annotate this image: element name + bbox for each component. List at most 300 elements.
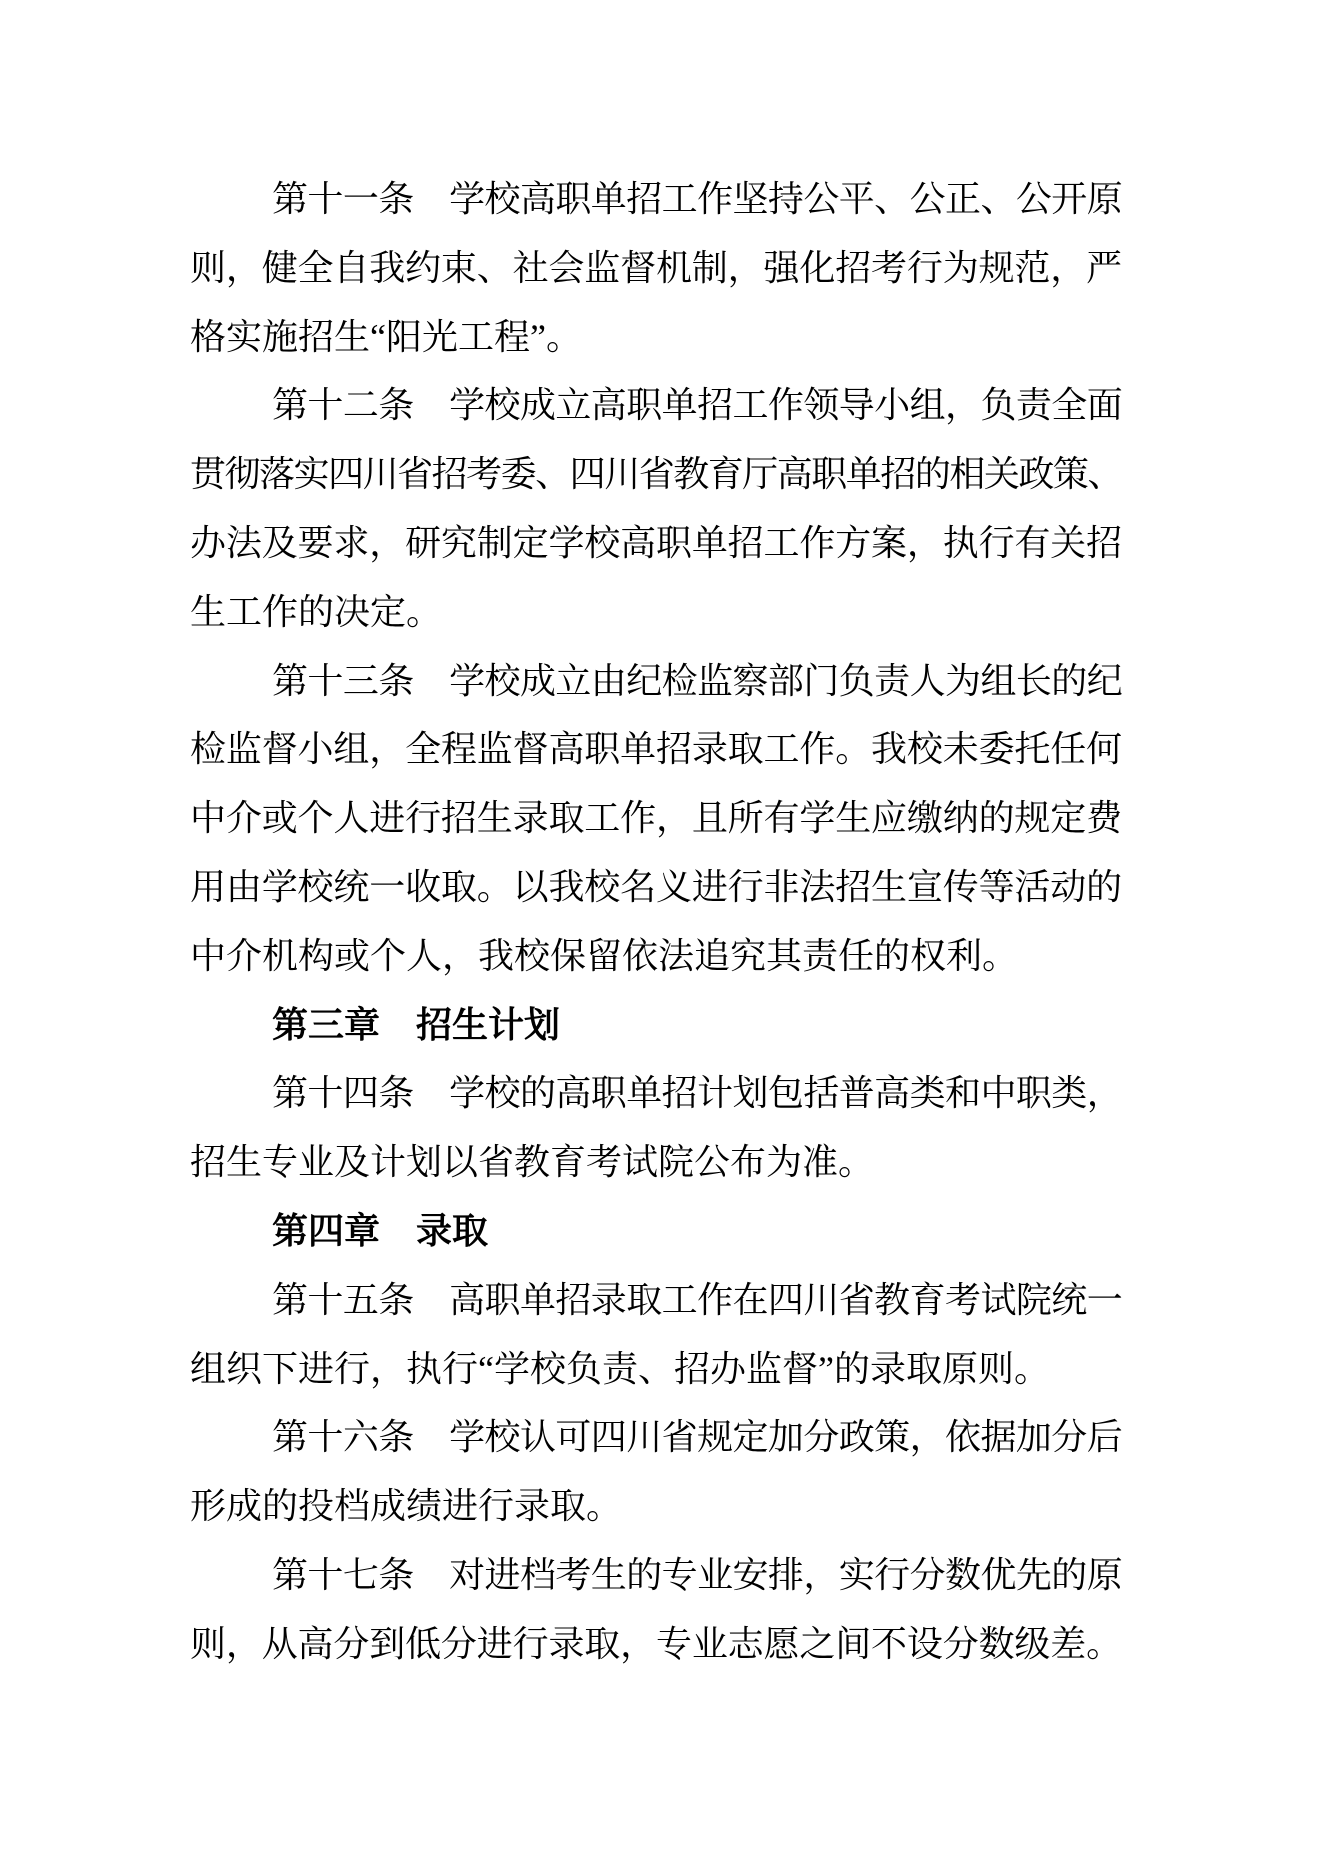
- glyph: ，: [945, 385, 982, 426]
- glyph: 或: [261, 798, 298, 839]
- glyph: 范: [1014, 247, 1051, 288]
- glyph: 纪: [626, 660, 663, 701]
- glyph: 坚: [732, 179, 769, 219]
- glyph: 十: [307, 179, 344, 219]
- glyph: 省: [838, 1279, 875, 1320]
- glyph: 不: [871, 1623, 908, 1664]
- glyph: 普: [838, 1073, 875, 1114]
- glyph: 公: [803, 179, 840, 219]
- glyph: 宣: [906, 866, 943, 907]
- body-text-line: 生工作的决定。: [190, 591, 443, 632]
- glyph: 职: [590, 1073, 627, 1114]
- body-text-line: [190, 784, 1122, 853]
- glyph: 单: [845, 454, 882, 495]
- glyph: 考: [945, 1279, 982, 1320]
- glyph: 的: [1051, 660, 1088, 701]
- glyph: 三: [342, 660, 379, 701]
- glyph: 未: [942, 729, 979, 770]
- glyph: 方: [835, 522, 872, 563]
- glyph: 督: [620, 247, 657, 288]
- glyph: 后: [1086, 1417, 1123, 1458]
- glyph: 作: [620, 798, 657, 839]
- glyph: 数: [978, 1623, 1015, 1664]
- glyph: 愿: [763, 1623, 800, 1664]
- glyph: 我: [548, 866, 585, 907]
- glyph: 生: [476, 798, 513, 839]
- glyph: 生: [871, 866, 908, 907]
- glyph: 一: [1086, 1279, 1123, 1320]
- glyph: 单: [661, 385, 698, 426]
- glyph: 到: [369, 1623, 406, 1664]
- glyph: 生: [835, 798, 872, 839]
- glyph: 法: [225, 522, 262, 563]
- glyph: 二: [342, 385, 379, 426]
- glyph: 纪: [1086, 660, 1123, 701]
- glyph: 机: [655, 247, 692, 288]
- glyph: 研: [405, 522, 442, 563]
- glyph: 招: [697, 385, 734, 426]
- glyph: 委: [500, 454, 537, 495]
- glyph: 负: [838, 660, 875, 701]
- glyph: 检: [661, 660, 698, 701]
- glyph: 考: [871, 247, 908, 288]
- glyph: 中: [980, 1073, 1017, 1114]
- glyph: 监: [584, 247, 621, 288]
- glyph: 自: [333, 247, 370, 288]
- body-text-line: [190, 234, 1122, 303]
- glyph: 十: [307, 1279, 344, 1320]
- document-text-block: [190, 165, 1122, 1679]
- glyph: 第: [272, 1417, 309, 1458]
- glyph: 高: [590, 385, 627, 426]
- glyph: 职: [655, 522, 692, 563]
- glyph: 原: [1086, 179, 1123, 219]
- glyph: 组: [980, 660, 1017, 701]
- glyph: 进: [484, 1554, 521, 1595]
- glyph: 、: [980, 179, 1017, 219]
- glyph: 学: [449, 385, 486, 426]
- glyph: [414, 165, 449, 234]
- glyph: 开: [1051, 179, 1088, 219]
- glyph: 十: [307, 660, 344, 701]
- glyph: 校: [484, 179, 521, 219]
- glyph: 先: [1015, 1554, 1052, 1595]
- glyph: 、: [1087, 454, 1124, 495]
- glyph: 、: [535, 454, 572, 495]
- glyph: 录: [590, 1279, 627, 1320]
- glyph: ，: [1050, 247, 1087, 288]
- glyph: 工: [584, 798, 621, 839]
- glyph: 。: [835, 729, 872, 770]
- glyph: 督: [261, 729, 298, 770]
- glyph: 一: [369, 866, 406, 907]
- glyph: 四: [342, 1073, 379, 1114]
- glyph: 的: [626, 1554, 663, 1595]
- glyph: 校: [484, 1417, 521, 1458]
- glyph: 的: [978, 798, 1015, 839]
- glyph: 试: [980, 1279, 1017, 1320]
- glyph: 作: [697, 179, 734, 219]
- glyph: 行: [874, 1554, 911, 1595]
- glyph: 学: [449, 1073, 486, 1114]
- glyph: 名: [620, 866, 657, 907]
- glyph: 学: [548, 522, 585, 563]
- glyph: 级: [1014, 1623, 1051, 1664]
- glyph: 进: [476, 1623, 513, 1664]
- glyph: 高: [449, 1279, 486, 1320]
- glyph: 进: [691, 866, 728, 907]
- glyph: 的: [519, 1073, 556, 1114]
- glyph: 工: [661, 179, 698, 219]
- glyph: 定: [732, 1417, 769, 1458]
- glyph: 作: [697, 1279, 734, 1320]
- glyph: 的: [914, 454, 951, 495]
- glyph: 我: [871, 729, 908, 770]
- glyph: 全: [1051, 385, 1088, 426]
- body-text-line: [190, 1059, 1122, 1128]
- glyph: 第: [272, 1073, 309, 1114]
- glyph: 条: [378, 1554, 415, 1595]
- glyph: 五: [342, 1279, 379, 1320]
- glyph: 教: [874, 1279, 911, 1320]
- glyph: 要: [297, 522, 334, 563]
- glyph: 为: [945, 660, 982, 701]
- glyph: 取: [440, 866, 477, 907]
- glyph: 专: [655, 1623, 692, 1664]
- body-text-line: [190, 1403, 1122, 1472]
- glyph: 原: [1086, 1554, 1123, 1595]
- glyph: 厅: [742, 454, 779, 495]
- glyph: 高: [555, 1073, 592, 1114]
- glyph: 介: [225, 798, 262, 839]
- glyph: 责: [1015, 385, 1052, 426]
- glyph: 招: [661, 1073, 698, 1114]
- glyph: 个: [297, 798, 334, 839]
- body-text-line: [190, 371, 1122, 440]
- glyph: 学: [449, 179, 486, 219]
- glyph: 全: [405, 729, 442, 770]
- glyph: 有: [763, 798, 800, 839]
- glyph: 督: [512, 729, 549, 770]
- glyph: 条: [378, 1279, 415, 1320]
- glyph: 监: [225, 729, 262, 770]
- glyph: 之: [799, 1623, 836, 1664]
- glyph: 高: [874, 1073, 911, 1114]
- glyph: 录: [691, 729, 728, 770]
- body-text-line: [190, 509, 1122, 578]
- glyph: 校: [584, 522, 621, 563]
- glyph: 四: [590, 1417, 627, 1458]
- glyph: 校: [584, 866, 621, 907]
- glyph: 档: [519, 1554, 556, 1595]
- glyph: 持: [767, 179, 804, 219]
- glyph: 费: [1086, 798, 1123, 839]
- glyph: 应: [871, 798, 908, 839]
- body-text-line: [190, 1610, 1122, 1679]
- glyph: 案: [871, 522, 908, 563]
- glyph: 且: [691, 798, 728, 839]
- glyph: 全: [297, 247, 334, 288]
- glyph: 取: [626, 1279, 663, 1320]
- glyph: 一: [342, 179, 379, 219]
- glyph: 十: [307, 1554, 344, 1595]
- glyph: 束: [440, 247, 477, 288]
- body-text-line: [190, 1541, 1122, 1610]
- glyph: 人: [909, 660, 946, 701]
- glyph: 对: [449, 1554, 486, 1595]
- glyph: ，: [225, 1623, 262, 1664]
- glyph: 实: [293, 454, 330, 495]
- glyph: 关: [983, 454, 1020, 495]
- glyph: 及: [261, 522, 298, 563]
- glyph: 招: [1086, 522, 1123, 563]
- glyph: 领: [803, 385, 840, 426]
- glyph: 取: [548, 798, 585, 839]
- glyph: 学: [449, 1417, 486, 1458]
- glyph: 分: [909, 1554, 946, 1595]
- glyph: 优: [980, 1554, 1017, 1595]
- glyph: 高: [776, 454, 813, 495]
- glyph: 纳: [942, 798, 979, 839]
- glyph: 检: [190, 729, 227, 770]
- glyph: 加: [767, 1417, 804, 1458]
- glyph: 省: [638, 454, 675, 495]
- glyph: 组: [909, 385, 946, 426]
- glyph: 进: [369, 798, 406, 839]
- body-text-line: [190, 1266, 1122, 1335]
- glyph: 分: [333, 1623, 370, 1664]
- glyph: 策: [874, 1417, 911, 1458]
- glyph: 程: [440, 729, 477, 770]
- glyph: 计: [697, 1073, 734, 1114]
- glyph: [414, 1059, 449, 1128]
- glyph: 川: [362, 454, 399, 495]
- glyph: 单: [620, 729, 657, 770]
- glyph: 作: [767, 385, 804, 426]
- glyph: 录: [512, 798, 549, 839]
- glyph: 究: [440, 522, 477, 563]
- glyph: 数: [945, 1554, 982, 1595]
- glyph: 用: [190, 866, 227, 907]
- glyph: 落: [259, 454, 296, 495]
- glyph: 由: [590, 660, 627, 701]
- glyph: 负: [980, 385, 1017, 426]
- glyph: 托: [1014, 729, 1051, 770]
- glyph: 川: [626, 1417, 663, 1458]
- glyph: 作: [799, 729, 836, 770]
- glyph: 行: [727, 866, 764, 907]
- glyph: 健: [261, 247, 298, 288]
- glyph: 教: [673, 454, 710, 495]
- glyph: 职: [811, 454, 848, 495]
- glyph: 生: [590, 1554, 627, 1595]
- glyph: 第: [272, 179, 309, 219]
- glyph: 考: [555, 1554, 592, 1595]
- glyph: 可: [555, 1417, 592, 1458]
- glyph: 委: [978, 729, 1015, 770]
- glyph: 招: [727, 522, 764, 563]
- glyph: ，: [369, 522, 406, 563]
- glyph: 组: [333, 729, 370, 770]
- glyph: 招: [835, 866, 872, 907]
- glyph: ，: [655, 798, 692, 839]
- glyph: 立: [555, 385, 592, 426]
- glyph: 招: [431, 454, 468, 495]
- glyph: 工: [763, 522, 800, 563]
- glyph: 立: [555, 660, 592, 701]
- glyph: 业: [697, 1554, 734, 1595]
- glyph: 类: [1051, 1073, 1088, 1114]
- glyph: 。: [476, 866, 513, 907]
- glyph: 包: [767, 1073, 804, 1114]
- glyph: 政: [838, 1417, 875, 1458]
- glyph: 育: [909, 1279, 946, 1320]
- glyph: 规: [1014, 798, 1051, 839]
- glyph: 安: [732, 1554, 769, 1595]
- glyph: 则: [190, 247, 227, 288]
- glyph: 执: [942, 522, 979, 563]
- glyph: 育: [707, 454, 744, 495]
- glyph: 小: [297, 729, 334, 770]
- glyph: 门: [803, 660, 840, 701]
- body-text-line: 组织下进行，执行“学校负责、招办监督”的录取原则。: [190, 1348, 1050, 1389]
- glyph: 作: [799, 522, 836, 563]
- glyph: 加: [1015, 1417, 1052, 1458]
- body-text-line: [190, 165, 1122, 234]
- glyph: ，: [1086, 1073, 1123, 1114]
- glyph: 定: [1050, 798, 1087, 839]
- glyph: 办: [190, 522, 227, 563]
- glyph: 差: [1050, 1623, 1087, 1664]
- glyph: 监: [697, 660, 734, 701]
- glyph: 和: [945, 1073, 982, 1114]
- glyph: 的: [1051, 1554, 1088, 1595]
- body-text-line: 格实施招生“阳光工程”。: [190, 316, 582, 357]
- glyph: 平: [838, 179, 875, 219]
- glyph: 间: [835, 1623, 872, 1664]
- glyph: ，: [369, 729, 406, 770]
- glyph: 社: [512, 247, 549, 288]
- glyph: 招: [626, 179, 663, 219]
- glyph: 责: [874, 660, 911, 701]
- glyph: 察: [732, 660, 769, 701]
- glyph: 招: [555, 1279, 592, 1320]
- glyph: 关: [1050, 522, 1087, 563]
- glyph: 实: [838, 1554, 875, 1595]
- glyph: 传: [942, 866, 979, 907]
- glyph: 招: [440, 798, 477, 839]
- glyph: 统: [1051, 1279, 1088, 1320]
- glyph: 分: [1051, 1417, 1088, 1458]
- glyph: [414, 1541, 449, 1610]
- glyph: 约: [405, 247, 442, 288]
- glyph: 分: [942, 1623, 979, 1664]
- glyph: 学: [261, 866, 298, 907]
- glyph: 公: [909, 179, 946, 219]
- glyph: 取: [584, 1623, 621, 1664]
- glyph: 志: [727, 1623, 764, 1664]
- glyph: 缴: [906, 798, 943, 839]
- glyph: 学: [449, 660, 486, 701]
- glyph: 第: [272, 1554, 309, 1595]
- glyph: [414, 371, 449, 440]
- glyph: 依: [945, 1417, 982, 1458]
- glyph: ，: [909, 1417, 946, 1458]
- glyph: 小: [874, 385, 911, 426]
- glyph: [414, 1266, 449, 1335]
- glyph: 为: [942, 247, 979, 288]
- glyph: 的: [1086, 866, 1123, 907]
- body-text-line: [190, 715, 1122, 784]
- glyph: 据: [980, 1417, 1017, 1458]
- glyph: 工: [661, 1279, 698, 1320]
- glyph: ，: [727, 247, 764, 288]
- glyph: 严: [1086, 247, 1123, 288]
- glyph: [414, 647, 449, 716]
- glyph: 部: [767, 660, 804, 701]
- glyph: 行: [512, 1623, 549, 1664]
- glyph: 定: [512, 522, 549, 563]
- glyph: 任: [1050, 729, 1087, 770]
- glyph: 长: [1015, 660, 1052, 701]
- glyph: 录: [548, 1623, 585, 1664]
- glyph: 中: [190, 798, 227, 839]
- glyph: 制: [476, 522, 513, 563]
- glyph: 分: [440, 1623, 477, 1664]
- body-text-line: 形成的投档成绩进行录取。: [190, 1486, 623, 1527]
- glyph: 类: [909, 1073, 946, 1114]
- glyph: 校: [484, 385, 521, 426]
- glyph: 动: [1050, 866, 1087, 907]
- glyph: 行: [405, 798, 442, 839]
- glyph: 专: [661, 1554, 698, 1595]
- glyph: 正: [945, 179, 982, 219]
- glyph: 非: [763, 866, 800, 907]
- glyph: 人: [333, 798, 370, 839]
- glyph: 工: [732, 385, 769, 426]
- glyph: 四: [767, 1279, 804, 1320]
- glyph: ，: [225, 247, 262, 288]
- body-text-line: 招生专业及计划以省教育考试院公布为准。: [190, 1142, 875, 1183]
- glyph: 括: [803, 1073, 840, 1114]
- glyph: 行: [978, 522, 1015, 563]
- glyph: [414, 1403, 449, 1472]
- glyph: 校: [297, 866, 334, 907]
- glyph: 省: [661, 1417, 698, 1458]
- glyph: 分: [803, 1417, 840, 1458]
- glyph: 条: [378, 1417, 415, 1458]
- glyph: 六: [342, 1417, 379, 1458]
- glyph: 排: [767, 1554, 804, 1595]
- glyph: 在: [732, 1279, 769, 1320]
- glyph: 川: [803, 1279, 840, 1320]
- glyph: 条: [378, 179, 415, 219]
- glyph: 所: [727, 798, 764, 839]
- glyph: 单: [626, 1073, 663, 1114]
- glyph: 行: [906, 247, 943, 288]
- glyph: 第: [272, 1279, 309, 1320]
- glyph: 单: [590, 179, 627, 219]
- body-text-line: 中介机构或个人，我校保留依法追究其责任的权利。: [190, 935, 1019, 976]
- glyph: 职: [484, 1279, 521, 1320]
- glyph: ，: [906, 522, 943, 563]
- glyph: 设: [906, 1623, 943, 1664]
- glyph: 单: [691, 522, 728, 563]
- glyph: 法: [799, 866, 836, 907]
- glyph: 收: [405, 866, 442, 907]
- glyph: 我: [369, 247, 406, 288]
- glyph: 。: [1086, 1623, 1123, 1664]
